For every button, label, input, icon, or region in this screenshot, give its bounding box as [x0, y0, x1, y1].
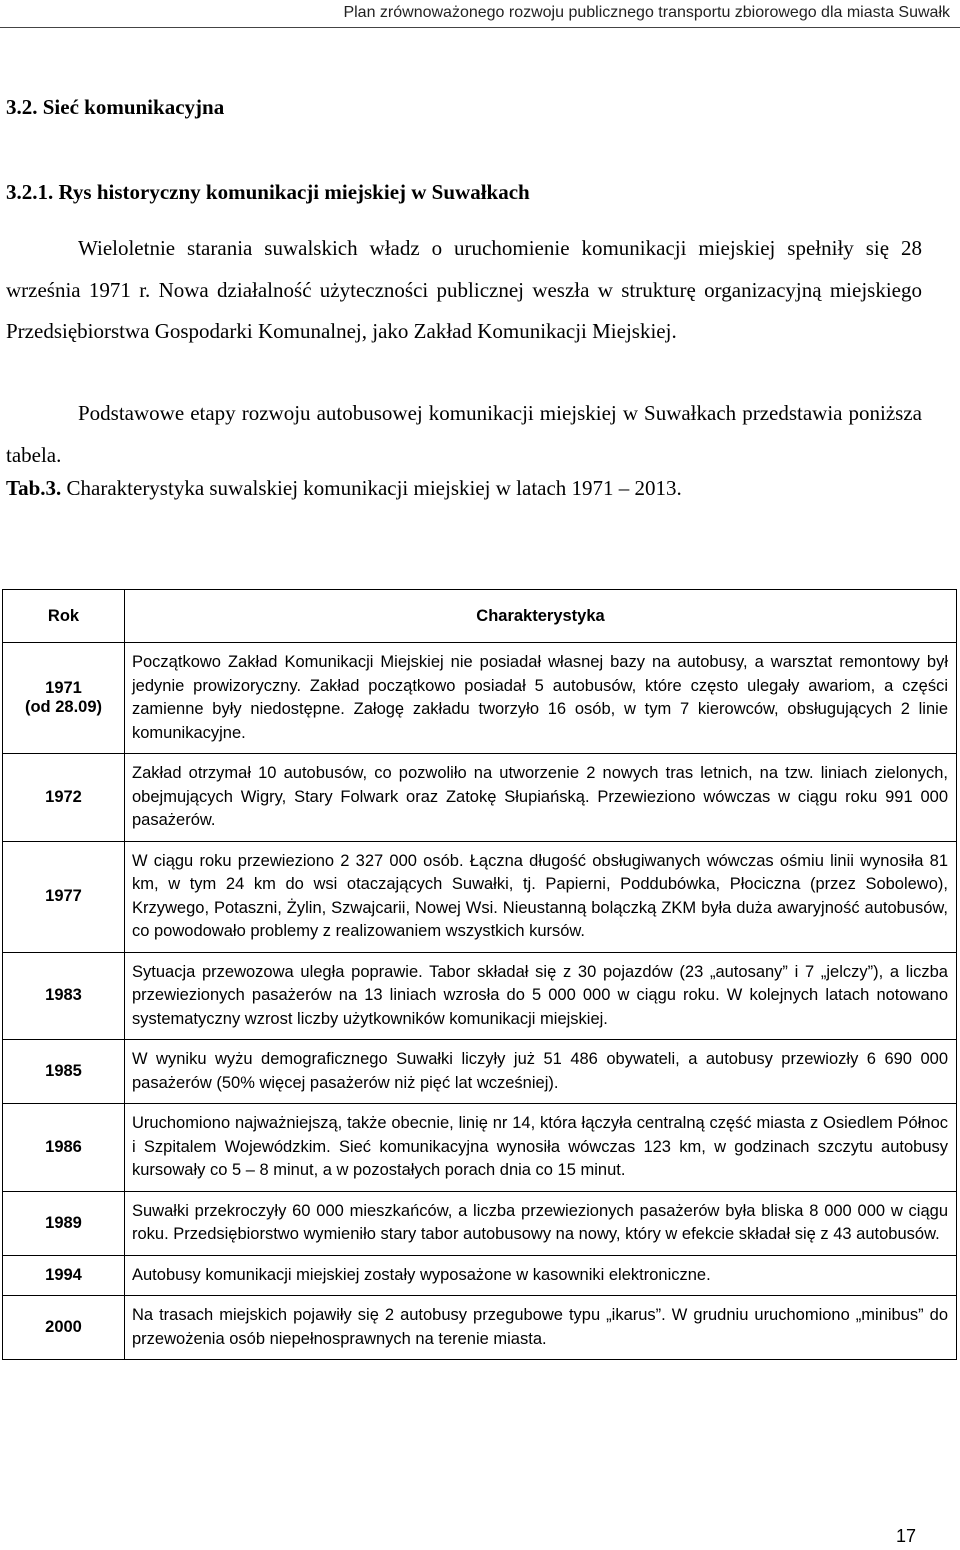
table-row [3, 1296, 957, 1360]
table-row [3, 1040, 957, 1104]
row-description: Na trasach miejskich pojawiły się 2 autobusy przegubowe typu „ikarus”. W grudniu uruchomiono „minibus” do przewożenia osób niepełnosprawnych na terenie miasta. [125, 1296, 957, 1360]
row-year: 1983 [3, 952, 125, 1040]
table-row [3, 643, 957, 754]
table-caption [6, 476, 682, 501]
table-row [3, 952, 957, 1040]
row-description: Uruchomiono najważniejszą, także obecnie, linię nr 14, która łączyła centralną część miasta z Osiedlem Północ i Szpitalem Wojewódzkim. Sieć komunikacyjna wynosiła wówczas 123 km, w godzinach szczytu autobusy kursowały co 5 – 8 minut, a w pozostałych porach dnia co 15 minut. [125, 1104, 957, 1192]
row-description: W wyniku wyżu demograficznego Suwałki liczyły już 51 486 obywateli, a autobusy przewiozły 6 690 000 pasażerów (50% więcej pasażerów niż pięć lat wcześniej). [125, 1040, 957, 1104]
intro-paragraph: Wieloletnie starania suwalskich władz o uruchomienie komunikacji miejskiej spełniły się 28 września 1971 r. Nowa działalność użyteczności publicznej weszła w strukturę organizacyjną miejskiego Przedsiębiorstwa Gospodarki Komunalnej, jako Zakład Komunikacji Miejskiej. [6, 236, 922, 343]
header-description: Charakterystyka [125, 590, 957, 643]
table-header-row [3, 590, 957, 643]
row-year [3, 643, 125, 754]
table-row [3, 841, 957, 952]
row-year: 1972 [3, 754, 125, 842]
history-table [2, 589, 957, 1360]
table-row [3, 1255, 957, 1296]
subsection-heading: 3.2.1. Rys historyczny komunikacji miejskiej w Suwałkach [6, 180, 530, 204]
row-description: Sytuacja przewozowa uległa poprawie. Tabor składał się z 30 pojazdów (23 „autosany” i 7 „jelczy”), a liczba przewiezionych pasażerów na 13 liniach wzrosła do 5 000 000 w ciągu roku. W kolejnych latach notowano systematyczny wzrost liczby użytkowników komunikacji miejskiej. [125, 952, 957, 1040]
section-heading: 3.2. Sieć komunikacyjna [6, 95, 225, 119]
row-year: 1985 [3, 1040, 125, 1104]
row-description: Początkowo Zakład Komunikacji Miejskiej nie posiadał własnej bazy na autobusy, a warsztat remontowy był jedynie prowizoryczny. Zakład początkowo posiadał 5 autobusów, które często ulegały awariom, a części zamienne były niedostępne. Załogę zakładu tworzyło 16 osób, w tym 7 kierowców, obsługujących 2 linie komunikacyjne. [125, 643, 957, 754]
row-year: 1994 [3, 1255, 125, 1296]
row-year-text: 1971 (od 28.09) [24, 679, 103, 716]
row-year: 1986 [3, 1104, 125, 1192]
running-header: Plan zrównoważonego rozwoju publicznego transportu zbiorowego dla miasta Suwałk [0, 0, 960, 28]
table-caption-text: Charakterystyka suwalskiej komunikacji miejskiej w latach 1971 – 2013. [61, 476, 682, 500]
row-year: 1989 [3, 1191, 125, 1255]
page-number: 17 [896, 1526, 917, 1546]
table-caption-label: Tab.3. [6, 476, 62, 500]
table-row [3, 1104, 957, 1192]
header-year: Rok [3, 590, 125, 643]
table-row [3, 1191, 957, 1255]
row-description: Zakład otrzymał 10 autobusów, co pozwoliło na utworzenie 2 nowych tras letnich, na tzw. liniach zielonych, obejmujących Wigry, Stary Folwark oraz Zatokę Słupiańską. Przewieziono wówczas w ciągu roku 991 000 pasażerów. [125, 754, 957, 842]
row-description: W ciągu roku przewieziono 2 327 000 osób. Łączna długość obsługiwanych wówczas ośmiu linii wynosiła 81 km, w tym 24 km do wsi otaczających Suwałki, tj. Papierni, Poddubówka, Płociczna (przez Sobolewo), Krzywego, Potaszni, Żylin, Szwajcarii, Nowej Wsi. Nieustanną bolączką ZKM była duża awaryjność autobusów, co powodowało problemy z realizowaniem wszystkich kursów. [125, 841, 957, 952]
table-row [3, 754, 957, 842]
row-year: 1977 [3, 841, 125, 952]
row-description: Suwałki przekroczyły 60 000 mieszkańców, a liczba przewiezionych pasażerów była bliska 8 000 000 w ciągu roku. Przedsiębiorstwo wymieniło stary tabor autobusowy na nowy, który w efekcie składał się z 43 autobusów. [125, 1191, 957, 1255]
row-description: Autobusy komunikacji miejskiej zostały wyposażone w kasowniki elektroniczne. [125, 1255, 957, 1296]
row-year: 2000 [3, 1296, 125, 1360]
table-intro-paragraph: Podstawowe etapy rozwoju autobusowej komunikacji miejskiej w Suwałkach przedstawia poniższa tabela. [6, 401, 922, 467]
